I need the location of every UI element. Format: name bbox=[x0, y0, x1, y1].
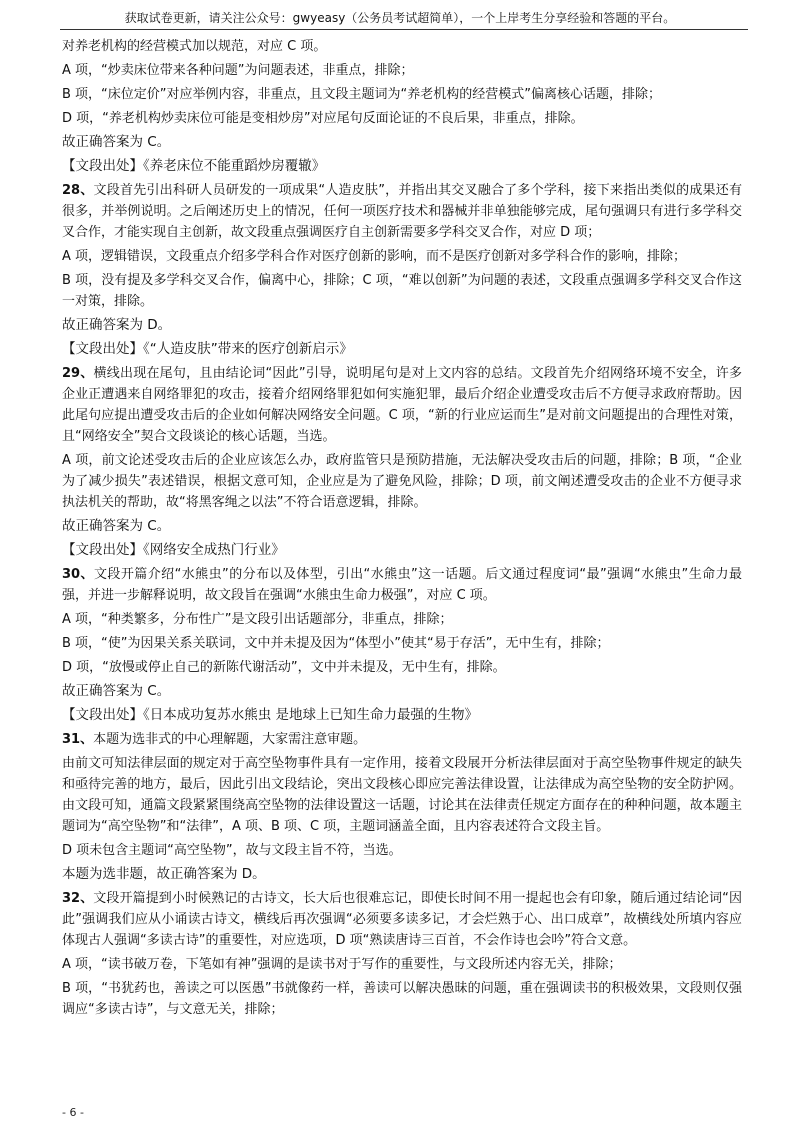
source-line: 【文段出处】《“人造皮肤”带来的医疗创新启示》 bbox=[62, 341, 353, 357]
source-line: 【文段出处】《养老床位不能重蹈炒房覆辙》 bbox=[62, 158, 326, 174]
question-number: 28、 bbox=[62, 183, 94, 198]
paragraph: D 项未包含主题词“高空坠物”，故与文段主旨不符，当选。 bbox=[62, 843, 402, 858]
source-line: 【文段出处】《网络安全成热门行业》 bbox=[62, 542, 285, 558]
question-number: 32、 bbox=[62, 891, 94, 906]
question-30: 30、文段开篇介绍“水熊虫”的分布以及体型，引出“水熊虫”这一话题。后文通过程度词“最”强调“水熊虫”生命力最强，并进一步解释说明，故文段旨在强调“水熊虫生命力极强”，对应 C 项。 bbox=[62, 567, 742, 603]
answer-line: 故正确答案为 C。 bbox=[62, 134, 171, 150]
question-29: 29、横线出现在尾句，且由结论词“因此”引导，说明尾句是对上文内容的总结。文段首先介绍网络环境不安全，许多企业正遭遇来自网络罪犯的攻击，接着介绍网络罪犯如何实施犯罪，最后介绍企业遭受攻击后不方便寻求政府帮助。因此尾句应提出遭受攻击后的企业如何解决网络安全问题。C 项，“新的行业应运而生”是对前文问题提出的合理性对策，且“网络安全”契合文段谈论的核心话题，当选。 bbox=[62, 366, 742, 444]
question-number: 31、 bbox=[62, 732, 94, 747]
paragraph: B 项，“书犹药也，善读之可以医愚”书就像药一样，善读可以解决愚昧的问题，重在强调读书的积极效果，文段则仅强调应“多读古诗”，与文意无关，排除； bbox=[62, 981, 742, 1017]
source-line: 【文段出处】《日本成功复苏水熊虫 是地球上已知生命力最强的生物》 bbox=[62, 707, 479, 723]
question-32: 32、文段开篇提到小时候熟记的古诗文，长大后也很难忘记，即使长时间不用一提起也会有印象，随后通过结论词“因此”强调我们应从小诵读古诗文，横线后再次强调“必须要多读多记，才会烂熟于心、出口成章”，故横线处所填内容应体现古人强调“多读古诗”的重要性，对应选项，D 项“熟读唐诗三百首，不会作诗也会吟”符合文意。 bbox=[62, 891, 742, 948]
paragraph: 对养老机构的经营模式加以规范，对应 C 项。 bbox=[62, 39, 327, 54]
document-body bbox=[62, 36, 742, 1023]
answer-line: 故正确答案为 D。 bbox=[62, 317, 172, 333]
paragraph: A 项，“炒卖床位带来各种问题”为问题表述，非重点，排除； bbox=[62, 63, 414, 78]
answer-line: 本题为选非题，故正确答案为 D。 bbox=[62, 866, 266, 882]
paragraph: B 项，没有提及多学科交叉合作，偏离中心，排除；C 项，“难以创新”为问题的表述，文段重点强调多学科交叉合作这一对策，排除。 bbox=[62, 273, 742, 309]
answer-line: 故正确答案为 C。 bbox=[62, 683, 171, 699]
page-header: 获取试卷更新，请关注公众号：gwyeasy（公务员考试超简单），一个上岸考生分享经验和答题的平台。 bbox=[124, 11, 676, 25]
paragraph: A 项，“种类繁多，分布性广”是文段引出话题部分，非重点，排除； bbox=[62, 612, 453, 627]
paragraph: A 项，逻辑错误，文段重点介绍多学科合作对医疗创新的影响，而不是医疗创新对多学科合作的影响，排除； bbox=[62, 249, 687, 264]
question-number: 29、 bbox=[62, 366, 94, 381]
paragraph: B 项，“床位定价”对应举例内容，非重点，且文段主题词为“养老机构的经营模式”偏离核心话题，排除； bbox=[62, 87, 661, 102]
answer-line: 故正确答案为 C。 bbox=[62, 518, 171, 534]
question-28: 28、文段首先引出科研人员研发的一项成果“人造皮肤”，并指出其交叉融合了多个学科，接下来指出类似的成果还有很多，并举例说明。之后阐述历史上的情况，任何一项医疗技术和器械并非单独能够完成，尾句强调只有进行多学科交叉合作，才能实现自主创新，故文段重点强调医疗自主创新需要多学科交叉合作，对应 D 项； bbox=[62, 183, 742, 240]
paragraph: D 项，“放慢或停止自己的新陈代谢活动”，文中并未提及，无中生有，排除。 bbox=[62, 660, 506, 675]
paragraph: A 项，“读书破万卷，下笔如有神”强调的是读书对于写作的重要性，与文段所述内容无关，排除； bbox=[62, 957, 622, 972]
paragraph: 由前文可知法律层面的规定对于高空坠物事件具有一定作用，接着文段展开分析法律层面对于高空坠物事件规定的缺失和亟待完善的地方，最后，因此引出文段结论，突出文段核心即应完善法律设置，让法律成为高空坠物的安全防护网。由文段可知，通篇文段紧紧围绕高空坠物的法律设置这一话题，讨论其在法律责任规定方面存在的种种问题，故本题主题词为“高空坠物”和“法律”，A 项、B 项、C 项，主题词涵盖全面，且内容表述符合文段主旨。 bbox=[62, 756, 742, 834]
question-number: 30、 bbox=[62, 567, 94, 582]
page-number: - 6 - bbox=[62, 1106, 84, 1119]
paragraph: D 项，“养老机构炒卖床位可能是变相炒房”对应尾句反面论证的不良后果，非重点，排除。 bbox=[62, 111, 584, 126]
question-31: 31、本题为选非式的中心理解题，大家需注意审题。 bbox=[62, 732, 367, 747]
paragraph: B 项，“使”为因果关系关联词，文中并未提及因为“体型小”使其“易于存活”，无中生有，排除； bbox=[62, 636, 610, 651]
paragraph: A 项，前文论述受攻击后的企业应该怎么办，政府监管只是预防措施，无法解决受攻击后的问题，排除；B 项，“企业为了减少损失”表述错误，根据文意可知，企业应是为了避免风险，排除；D 项，前文阐述遭受攻击的企业不方便寻求执法机关的帮助，故“将黑客绳之以法”不符合语意逻辑，排除。 bbox=[62, 453, 742, 510]
header-divider bbox=[60, 29, 748, 30]
